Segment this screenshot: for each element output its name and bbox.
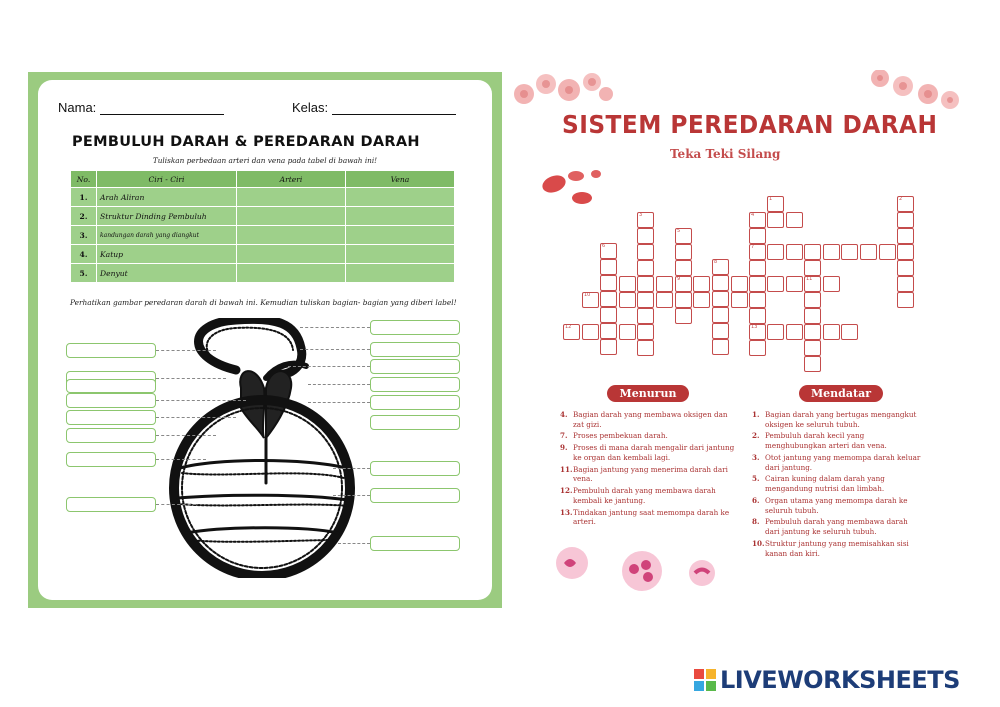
row-number: 2. bbox=[71, 207, 97, 226]
diagram-label-input[interactable] bbox=[370, 377, 460, 392]
crossword-cell[interactable] bbox=[637, 228, 654, 244]
white-blood-cells-decoration bbox=[550, 545, 720, 595]
table-row bbox=[71, 264, 455, 283]
crossword-cell[interactable] bbox=[804, 292, 821, 308]
clue-text: Pembuluh darah yang membawa darah kembali ke jantung. bbox=[573, 486, 716, 505]
clue-text: Cairan kuning dalam darah yang mengandung nutrisi dan limbah. bbox=[765, 474, 885, 494]
row-ciri: Katup bbox=[97, 245, 237, 264]
red-blood-cells-icon bbox=[536, 162, 606, 212]
leader-line bbox=[156, 378, 226, 379]
cell-number: 3 bbox=[639, 212, 643, 218]
clue-text: Pembuluh darah kecil yang menghubungkan arteri dan vena. bbox=[765, 431, 887, 451]
clue-text: Struktur jantung yang memisahkan sisi kanan dan kiri. bbox=[765, 538, 909, 558]
row-number: 4. bbox=[71, 245, 97, 264]
blood-cells-decoration bbox=[514, 72, 614, 112]
crossword-cell[interactable] bbox=[656, 276, 673, 292]
kelas-label: Kelas: bbox=[292, 100, 329, 115]
clue-item bbox=[752, 496, 922, 515]
crossword-cell[interactable] bbox=[767, 276, 784, 292]
crossword-cell[interactable] bbox=[841, 244, 858, 260]
crossword-cell[interactable] bbox=[712, 323, 729, 339]
crossword-cell[interactable] bbox=[675, 308, 692, 324]
crossword-cell[interactable] bbox=[767, 244, 784, 260]
crossword-cell[interactable] bbox=[712, 339, 729, 355]
row-ciri: kandungan darah yang diangkut bbox=[97, 226, 237, 245]
table-header: Ciri - Ciri bbox=[97, 171, 237, 188]
leader-line bbox=[308, 402, 370, 403]
arteri-answer-cell[interactable] bbox=[237, 245, 346, 264]
crossword-cell[interactable] bbox=[786, 244, 803, 260]
table-row bbox=[71, 207, 455, 226]
clue-text: Proses pembekuan darah. bbox=[573, 431, 668, 441]
cell-number: 12 bbox=[565, 324, 572, 330]
crossword-cell[interactable] bbox=[767, 212, 784, 228]
crossword-cell[interactable] bbox=[619, 324, 636, 340]
crossword-cell[interactable] bbox=[712, 291, 729, 307]
crossword-cell[interactable] bbox=[749, 276, 766, 292]
crossword-cell[interactable] bbox=[879, 244, 896, 260]
arteri-answer-cell[interactable] bbox=[237, 207, 346, 226]
row-number: 1. bbox=[71, 188, 97, 207]
circulation-diagram bbox=[166, 318, 356, 578]
clue-item bbox=[560, 431, 735, 441]
crossword-cell[interactable] bbox=[823, 276, 840, 292]
row-number: 5. bbox=[71, 264, 97, 283]
crossword-cell[interactable] bbox=[656, 292, 673, 308]
crossword-cell[interactable] bbox=[749, 292, 766, 308]
crossword-cell[interactable] bbox=[600, 275, 617, 291]
crossword-cell[interactable] bbox=[600, 259, 617, 275]
clue-item bbox=[560, 508, 735, 527]
crossword-cell[interactable] bbox=[619, 292, 636, 308]
crossword-cell[interactable] bbox=[841, 324, 858, 340]
arteri-vena-table bbox=[70, 170, 455, 283]
diagram-label-input[interactable] bbox=[66, 343, 156, 358]
diagram-label-input[interactable] bbox=[370, 536, 460, 551]
crossword-cell[interactable] bbox=[804, 356, 821, 372]
crossword-cell[interactable] bbox=[897, 260, 914, 276]
crossword-cell[interactable] bbox=[897, 292, 914, 308]
table-row bbox=[71, 226, 455, 245]
diagram-label-input[interactable] bbox=[66, 393, 156, 408]
crossword-cell[interactable] bbox=[804, 260, 821, 276]
clue-item bbox=[752, 517, 922, 536]
crossword-cell[interactable] bbox=[749, 308, 766, 324]
row-ciri: Struktur Dinding Pembuluh bbox=[97, 207, 237, 226]
crossword-cell[interactable] bbox=[823, 244, 840, 260]
vena-answer-cell[interactable] bbox=[346, 226, 455, 245]
crossword-cell[interactable] bbox=[693, 292, 710, 308]
clue-item bbox=[752, 539, 922, 558]
vena-answer-cell[interactable] bbox=[346, 188, 455, 207]
across-clues-list bbox=[752, 410, 922, 560]
diagram-label-input[interactable] bbox=[370, 488, 460, 503]
crossword-cell[interactable] bbox=[897, 212, 914, 228]
clue-number: 8. bbox=[752, 517, 760, 527]
crossword-cell[interactable] bbox=[767, 324, 784, 340]
crossword-cell[interactable] bbox=[675, 244, 692, 260]
crossword-cell[interactable] bbox=[637, 340, 654, 356]
clue-number: 5. bbox=[752, 474, 760, 484]
diagram-label-input[interactable] bbox=[66, 410, 156, 425]
crossword-cell[interactable] bbox=[637, 292, 654, 308]
row-ciri: Arah Aliran bbox=[97, 188, 237, 207]
menurun-header: Menurun bbox=[607, 385, 689, 402]
leader-line bbox=[156, 350, 216, 351]
arteri-answer-cell[interactable] bbox=[237, 264, 346, 283]
crossword-cell[interactable] bbox=[675, 228, 692, 244]
crossword-cell[interactable] bbox=[600, 307, 617, 323]
cell-number: 6 bbox=[602, 243, 606, 249]
crossword-cell[interactable] bbox=[637, 260, 654, 276]
clue-text: Organ utama yang memompa darah ke seluruh tubuh. bbox=[765, 495, 908, 515]
leader-line bbox=[333, 495, 370, 496]
arteri-answer-cell[interactable] bbox=[237, 226, 346, 245]
table-header-row bbox=[71, 171, 455, 188]
clue-number: 10. bbox=[752, 538, 765, 548]
clue-item bbox=[560, 410, 735, 429]
clue-item bbox=[560, 465, 735, 484]
clue-text: Bagian darah yang bertugas mengangkut oksigen ke seluruh tubuh. bbox=[765, 410, 917, 429]
diagram-label-input[interactable] bbox=[370, 395, 460, 410]
cell-number: 13 bbox=[751, 324, 758, 330]
crossword-cell[interactable] bbox=[786, 276, 803, 292]
row-ciri: Denyut bbox=[97, 264, 237, 283]
clue-text: Bagian jantung yang menerima darah dari vena. bbox=[573, 464, 728, 484]
clue-item bbox=[752, 410, 922, 429]
crossword-cell[interactable] bbox=[600, 323, 617, 339]
crossword-cell[interactable] bbox=[712, 259, 729, 275]
clue-number: 3. bbox=[752, 452, 760, 462]
diagram-label-input[interactable] bbox=[66, 428, 156, 443]
crossword-cell[interactable] bbox=[786, 324, 803, 340]
clue-text: Proses di mana darah mengalir dari jantung ke organ dan kembali lagi. bbox=[573, 443, 735, 462]
down-clues-list bbox=[560, 410, 735, 529]
table-row bbox=[71, 245, 455, 264]
clue-text: Bagian darah yang membawa oksigen dan zat gizi. bbox=[573, 410, 728, 429]
table-header: Arteri bbox=[237, 171, 346, 188]
crossword-cell[interactable] bbox=[749, 212, 766, 228]
clue-number: 12. bbox=[560, 486, 573, 496]
crossword-cell[interactable] bbox=[582, 324, 599, 340]
crossword-cell[interactable] bbox=[804, 276, 821, 292]
clue-number: 1. bbox=[752, 410, 760, 419]
worksheet-card bbox=[28, 72, 502, 608]
leader-line bbox=[288, 366, 370, 367]
crossword-cell[interactable] bbox=[749, 244, 766, 260]
vena-answer-cell[interactable] bbox=[346, 245, 455, 264]
cell-number: 11 bbox=[806, 276, 813, 282]
crossword-cell[interactable] bbox=[619, 276, 636, 292]
crossword-cell[interactable] bbox=[804, 340, 821, 356]
clue-item bbox=[560, 443, 735, 462]
crossword-cell[interactable] bbox=[823, 324, 840, 340]
blood-cells-decoration bbox=[868, 70, 968, 110]
mendatar-header: Mendatar bbox=[799, 385, 883, 402]
leader-line bbox=[300, 327, 370, 328]
crossword-cell[interactable] bbox=[804, 308, 821, 324]
kelas-field[interactable] bbox=[292, 100, 456, 115]
worksheet-instruction-table: Tuliskan perbedaan arteri dan vena pada tabel di bawah ini! bbox=[152, 156, 378, 165]
crossword-cell[interactable] bbox=[767, 196, 784, 212]
diagram-label-input[interactable] bbox=[370, 461, 460, 476]
table-header: No. bbox=[71, 171, 97, 188]
table-row bbox=[71, 188, 455, 207]
clue-number: 6. bbox=[752, 495, 760, 505]
crossword-cell[interactable] bbox=[563, 324, 580, 340]
crossword-cell[interactable] bbox=[675, 260, 692, 276]
crossword-subtitle: Teka Teki Silang bbox=[670, 147, 781, 161]
diagram-label-input[interactable] bbox=[370, 359, 460, 374]
cell-number: 2 bbox=[899, 196, 903, 202]
leader-line bbox=[156, 400, 246, 401]
diagram-label-input[interactable] bbox=[370, 320, 460, 335]
crossword-cell[interactable] bbox=[804, 324, 821, 340]
leader-line bbox=[300, 349, 370, 350]
leader-line bbox=[333, 468, 370, 469]
nama-label: Nama: bbox=[58, 100, 97, 115]
crossword-cell[interactable] bbox=[637, 276, 654, 292]
cell-number: 9 bbox=[677, 276, 681, 282]
clue-number: 4. bbox=[560, 410, 568, 419]
diagram-label-input[interactable] bbox=[370, 342, 460, 357]
vena-answer-cell[interactable] bbox=[346, 264, 455, 283]
leader-line bbox=[156, 417, 236, 418]
crossword-cell[interactable] bbox=[749, 228, 766, 244]
cell-number: 10 bbox=[584, 292, 591, 298]
crossword-cell[interactable] bbox=[860, 244, 877, 260]
arteri-answer-cell[interactable] bbox=[237, 188, 346, 207]
crossword-cell[interactable] bbox=[749, 340, 766, 356]
crossword-cell[interactable] bbox=[637, 324, 654, 340]
crossword-cell[interactable] bbox=[637, 308, 654, 324]
crossword-cell[interactable] bbox=[693, 276, 710, 292]
crossword-cell[interactable] bbox=[749, 260, 766, 276]
leader-line bbox=[156, 459, 206, 460]
crossword-cell[interactable] bbox=[897, 196, 914, 212]
clue-item bbox=[752, 453, 922, 472]
clue-number: 13. bbox=[560, 507, 573, 517]
nama-field[interactable] bbox=[58, 100, 224, 115]
clue-number: 7. bbox=[560, 431, 568, 441]
crossword-cell[interactable] bbox=[897, 244, 914, 260]
cell-number: 1 bbox=[769, 196, 773, 202]
diagram-label-input[interactable] bbox=[370, 415, 460, 430]
clue-number: 2. bbox=[752, 431, 760, 441]
cell-number: 8 bbox=[714, 259, 718, 265]
clue-item bbox=[752, 431, 922, 450]
clue-text: Pembuluh darah yang membawa darah dari jantung ke seluruh tubuh. bbox=[765, 517, 908, 537]
crossword-cell[interactable] bbox=[749, 324, 766, 340]
liveworksheets-logo-icon bbox=[694, 669, 716, 691]
crossword-cell[interactable] bbox=[897, 276, 914, 292]
diagram-label-input[interactable] bbox=[66, 452, 156, 467]
crossword-cell[interactable] bbox=[731, 276, 748, 292]
clue-text: Tindakan jantung saat memompa darah ke arteri. bbox=[573, 507, 730, 527]
cell-number: 5 bbox=[677, 228, 681, 234]
diagram-label-input[interactable] bbox=[66, 379, 156, 393]
crossword-cell[interactable] bbox=[712, 275, 729, 291]
crossword-cell[interactable] bbox=[731, 292, 748, 308]
crossword-cell[interactable] bbox=[600, 339, 617, 355]
clue-item bbox=[752, 474, 922, 493]
crossword-cell[interactable] bbox=[712, 307, 729, 323]
clue-text: Otot jantung yang memompa darah keluar dari jantung. bbox=[765, 452, 921, 472]
crossword-cell[interactable] bbox=[675, 276, 692, 292]
leader-line bbox=[156, 504, 196, 505]
crossword-cell[interactable] bbox=[582, 292, 599, 308]
crossword-cell[interactable] bbox=[600, 243, 617, 259]
liveworksheets-brand[interactable] bbox=[694, 666, 960, 694]
worksheet-title: PEMBULUH DARAH & PEREDARAN DARAH bbox=[72, 134, 420, 150]
crossword-cell[interactable] bbox=[786, 212, 803, 228]
row-number: 3. bbox=[71, 226, 97, 245]
table-header: Vena bbox=[346, 171, 455, 188]
leader-line bbox=[338, 543, 370, 544]
clue-number: 11. bbox=[560, 464, 573, 474]
cell-number: 4 bbox=[751, 212, 755, 218]
leader-line bbox=[156, 435, 216, 436]
crossword-cell[interactable] bbox=[804, 244, 821, 260]
crossword-cell[interactable] bbox=[637, 212, 654, 228]
crossword-cell[interactable] bbox=[600, 291, 617, 307]
vena-answer-cell[interactable] bbox=[346, 207, 455, 226]
clue-number: 9. bbox=[560, 443, 568, 453]
crossword-cell[interactable] bbox=[637, 244, 654, 260]
cell-number: 7 bbox=[751, 244, 755, 250]
worksheet-instruction-diagram: Perhatikan gambar peredaran darah di bawah ini. Kemudian tuliskan bagian- bagian yang diberi label! bbox=[70, 298, 457, 307]
worksheet-inner bbox=[38, 80, 492, 600]
crossword-title: SISTEM PEREDARAN DARAH bbox=[562, 110, 938, 139]
brand-text: LIVEWORKSHEETS bbox=[720, 666, 960, 694]
crossword-cell[interactable] bbox=[897, 228, 914, 244]
diagram-label-input[interactable] bbox=[66, 497, 156, 512]
leader-line bbox=[308, 384, 370, 385]
clue-item bbox=[560, 486, 735, 505]
crossword-cell[interactable] bbox=[675, 292, 692, 308]
